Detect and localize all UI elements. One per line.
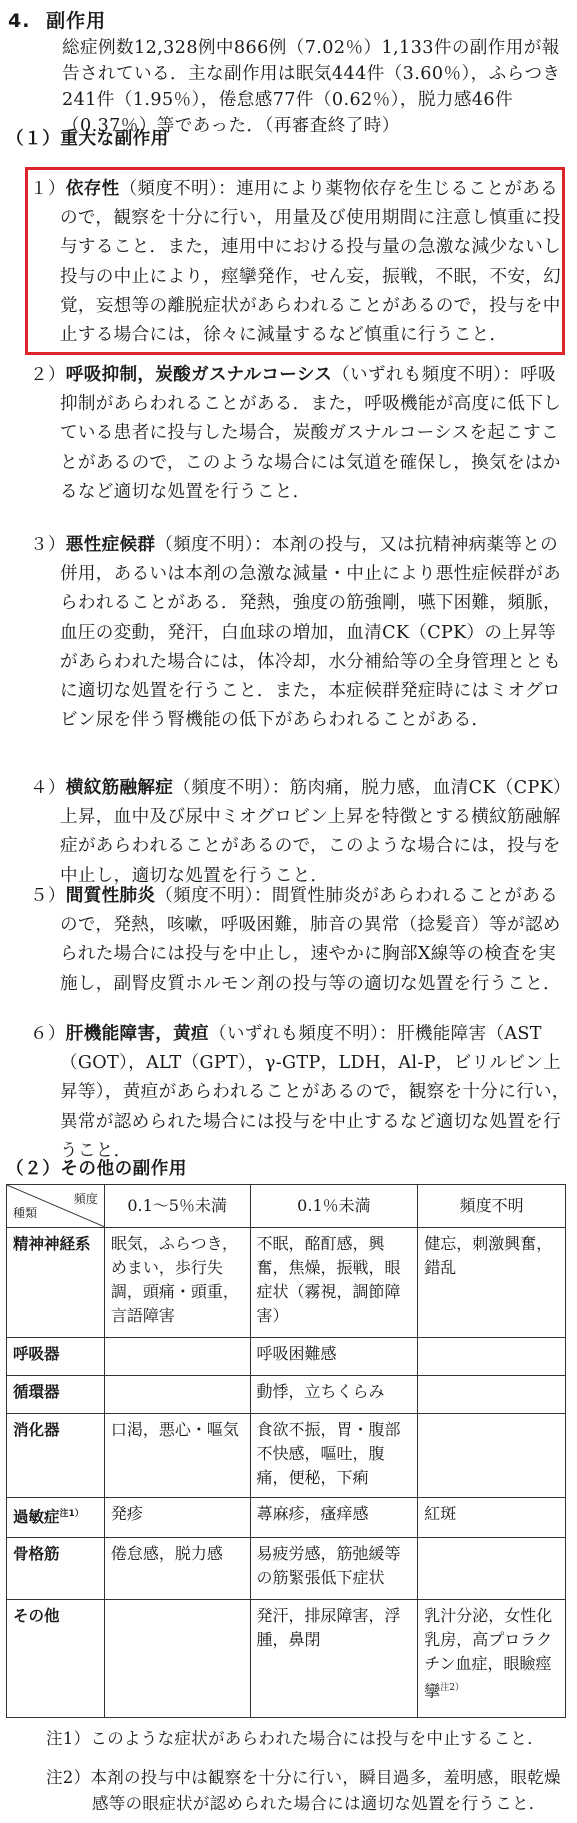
table-row [7,1600,566,1718]
item-frequency: （頻度不明） [173,778,272,798]
section-title: 副作用 [46,10,107,32]
item-number: ３） [30,535,66,555]
serious-item-6 [30,1020,570,1166]
corner-cell [7,1185,105,1228]
table-row [7,1228,566,1338]
table-cell [418,1600,566,1718]
table-cell: 不眠，酩酊感，興奮，焦燥，振戦，眼症状（霧視，調節障害） [250,1228,418,1338]
serious-item-5 [30,882,570,999]
serious-item-3 [30,531,570,735]
cell-text: 乳汁分泌，女性化乳房，高プロラクチン血症，眼瞼痙攣 [424,1606,553,1701]
column-header: 頻度不明 [418,1185,566,1228]
table-row [7,1414,566,1498]
table-cell: 発汗，排尿障害，浮腫，鼻閉 [250,1600,418,1718]
side-effects-table [6,1184,566,1718]
other-heading: （２）その他の副作用 [6,1159,187,1179]
serious-heading: （１）重大な副作用 [6,129,169,149]
category-cell [7,1498,105,1538]
footnote-label: 注1） [46,1729,91,1748]
category-cell: 呼吸器 [7,1338,105,1376]
table-row [7,1498,566,1538]
table-row [7,1538,566,1600]
category-cell: 循環器 [7,1376,105,1414]
category-cell: 消化器 [7,1414,105,1498]
table-cell: 健忘，刺激興奮，錯乱 [418,1228,566,1338]
item-text: ：本剤の投与，又は抗精神病薬等との併用，あるいは本剤の急激な減量・中止により悪性症候群があらわれることがある．発熱，強度の筋強剛，嚥下困難，頻脈，血圧の変動，発汗，白血球の増加，血清CK（CPK）の上昇等があらわれた場合には，体冷却，水分補給等の全身管理とともに適切な処置を行うこと．また，本症候群発症時にはミオグロビン尿を伴う腎機能の低下があらわれることがある． [60,535,562,731]
item-text: ：筋肉痛，脱力感，血清CK（CPK）上昇，血中及び尿中ミオグロビン上昇を特徴とする横紋筋融解症があらわれることがあるので，このような場合には，投与を中止し，適切な処置を行うこと． [60,778,563,886]
item-text: ：呼吸抑制があらわれることがある．また，呼吸機能が高度に低下している患者に投与した場合，炭酸ガスナルコーシスを起こすことがあるので，このような場合には気道を確保し，換気をはかるなど適切な処置を行うこと． [60,365,562,502]
category-cell: その他 [7,1600,105,1718]
item-frequency: （頻度不明） [155,886,254,906]
table-cell [418,1538,566,1600]
item-number: ６） [30,1024,66,1044]
footnote-text: 本剤の投与中は観察を十分に行い，瞬目過多，羞明感，眼乾燥感等の眼症状が認められた場合には適切な処置を行うこと． [90,1768,561,1813]
table-header-row [7,1185,566,1228]
corner-top-label: 頻度 [73,1192,98,1206]
footnote-marker: 注1） [59,1509,84,1519]
serious-item-4 [30,774,570,891]
item-text: ：連用により薬物依存を生じることがあるので，観察を十分に行い，用量及び使用期間に注意し慎重に投与すること．また，連用中における投与量の急激な減少ないし投与の中止により，痙攣発作，せん妄，振戦，不眠，不安，幻覚，妄想等の離脱症状があらわれることがあるので，投与を中止する場合には，徐々に減量するなど慎重に行うこと． [60,179,562,346]
item-frequency: （頻度不明） [119,179,219,199]
table-cell: 食欲不振，胃・腹部不快感，嘔吐，腹痛，便秘，下痢 [250,1414,418,1498]
item-label: 間質性肺炎 [65,886,156,906]
item-frequency: （いずれも頻度不明） [332,365,503,385]
category-label: 過敏症 [13,1508,60,1527]
section-heading [8,6,106,33]
category-cell: 骨格筋 [7,1538,105,1600]
intro-paragraph: 総症例数12,328例中866例（7.02％）1,133件の副作用が報告されている．主な副作用は眠気444件（3.60％），ふらつき241件（1.95％），倦怠感77件（0.62％），脱力感46件（0.37％）等であった．（再審査終了時） [62,38,561,136]
item-number: １） [30,179,66,199]
footnote-label: 注2） [46,1768,91,1787]
serious-item-2 [30,361,570,507]
table-cell: 発疹 [104,1498,250,1538]
table-cell [418,1376,566,1414]
item-label: 呼吸抑制，炭酸ガスナルコーシス [65,365,333,385]
table-cell: 易疲労感，筋弛緩等の筋緊張低下症状 [250,1538,418,1600]
table-cell [104,1600,250,1718]
footnote-2 [46,1765,566,1817]
table-cell: 呼吸困難感 [250,1338,418,1376]
item-label: 悪性症候群 [65,535,156,555]
table-cell: 紅斑 [418,1498,566,1538]
item-label: 横紋筋融解症 [65,778,174,798]
item-number: ２） [30,365,66,385]
table-cell [418,1414,566,1498]
footnote-text: このような症状があらわれた場合には投与を中止すること． [90,1729,545,1748]
table-cell: 口渇，悪心・嘔気 [104,1414,250,1498]
table-cell: 倦怠感，脱力感 [104,1538,250,1600]
footnote-marker: 注2） [440,1683,464,1693]
item-frequency: （いずれも頻度不明） [208,1024,380,1044]
table-cell: 動悸，立ちくらみ [250,1376,418,1414]
table-cell [104,1376,250,1414]
table-cell [418,1338,566,1376]
table-row [7,1376,566,1414]
item-label: 依存性 [65,179,120,199]
item-frequency: （頻度不明） [155,535,254,555]
corner-bottom-label: 種類 [13,1206,38,1220]
table-cell: 眠気，ふらつき，めまい，歩行失調，頭痛・頭重，言語障害 [104,1228,250,1338]
column-header: 0.1～5％未満 [104,1185,250,1228]
table-cell [104,1338,250,1376]
item-text: ：肝機能障害（AST（GOT），ALT（GPT），γ-GTP，LDH，Al-P，ビリルビン上昇等），黄疸があらわれることがあるので，観察を十分に行い，異常が認められた場合には投与を中止するなど適切な処置を行うこと． [60,1024,570,1161]
item-number: ４） [30,778,66,798]
footnote-1 [46,1726,566,1752]
serious-item-1 [30,175,570,350]
category-cell: 精神神経系 [7,1228,105,1338]
table-row [7,1338,566,1376]
table-cell: 蕁麻疹，瘙痒感 [250,1498,418,1538]
section-number: 4. [8,10,31,32]
item-text: ：間質性肺炎があらわれることがあるので，発熱，咳嗽，呼吸困難，肺音の異常（捻髪音）等が認められた場合には投与を中止し，速やかに胸部X線等の検査を実施し，副腎皮質ホルモン剤の投与等の適切な処置を行うこと． [60,886,562,994]
item-number: ５） [30,886,66,906]
column-header: 0.1％未満 [250,1185,418,1228]
item-label: 肝機能障害，黄疸 [65,1024,209,1044]
